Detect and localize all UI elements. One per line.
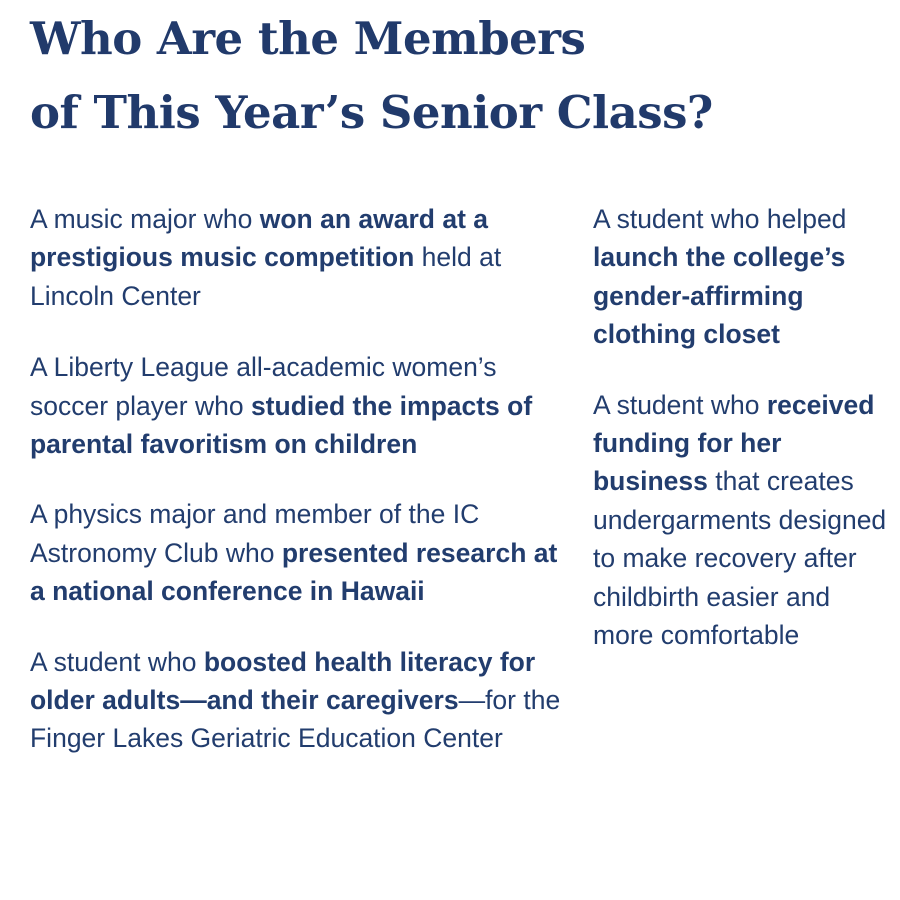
- item-text: A student who: [593, 389, 767, 420]
- item-text: —for the Finger Lakes Geriatric Education Center: [30, 685, 561, 754]
- senior-description-business: [593, 386, 893, 655]
- item-text: A music major who: [30, 204, 260, 234]
- item-highlight: boosted health literacy for older adults—and their caregivers: [30, 646, 536, 716]
- item-text: held at Lincoln Center: [30, 242, 502, 311]
- right-column: [593, 200, 893, 686]
- page-title: [30, 2, 790, 150]
- senior-description-soccer: [30, 348, 565, 463]
- item-highlight: launch the college’s gender-affirming clothing closet: [593, 242, 846, 350]
- item-highlight: won an award at a prestigious music competition: [30, 204, 489, 273]
- senior-description-closet: [593, 200, 893, 354]
- title-line-2: of This Year’s Senior Class?: [30, 86, 713, 139]
- item-highlight: received funding for her business: [593, 389, 875, 497]
- item-text: A physics major and member of the IC Astronomy Club who: [30, 499, 480, 568]
- title-line-1: Who Are the Members: [30, 12, 586, 65]
- item-text: that creates undergarments designed to make recovery after childbirth easier and more comfortable: [593, 466, 887, 651]
- item-text: A Liberty League all-academic women’s soccer player who: [30, 352, 497, 421]
- item-text: A student who: [30, 646, 204, 677]
- senior-description-music: [30, 200, 565, 315]
- item-text: A student who helped: [593, 204, 847, 234]
- item-highlight: studied the impacts of parental favoritism on children: [30, 390, 533, 460]
- item-highlight: presented research at a national conference in Hawaii: [30, 537, 558, 607]
- left-column: [30, 200, 565, 790]
- senior-description-physics: [30, 495, 565, 610]
- senior-description-health: [30, 643, 565, 758]
